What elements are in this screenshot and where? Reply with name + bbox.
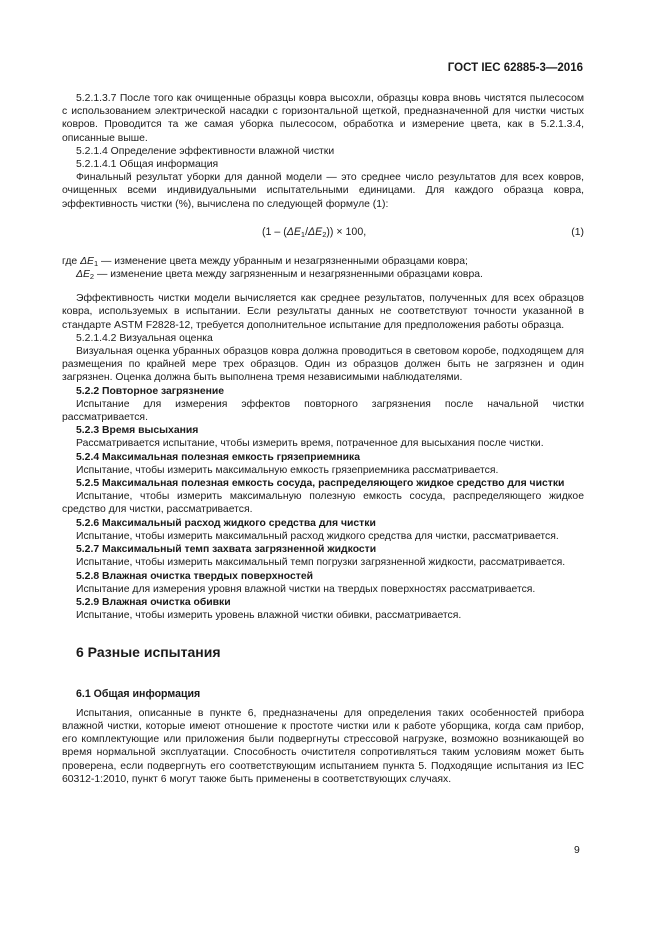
heading-5-2-8: 5.2.8 Влажная очистка твердых поверхностей — [76, 570, 313, 582]
paragraph-visual: Визуальная оценка убранных образцов ковра должна проводиться в световом коробе, подходящем для размещения по крайней мере трех образцов. Один из образцов должен быть не загрязнен и один загрязнен. Оценка должна быть выполнена тремя независимыми наблюдателями. — [62, 346, 584, 384]
paragraph-final-result: Финальный результат уборки для данной модели — это среднее число результатов для всех ковров, очищенных всеми индивидуальными испытательными единицами. Для каждого образца ковра, эффективность чистки (%), вычислена по следующей формуле (1): — [62, 172, 584, 210]
paragraph-5-2-2: Испытание для измерения эффектов повторного загрязнения после начальной чистки рассматривается. — [62, 398, 584, 424]
heading-5-2-7: 5.2.7 Максимальный темп захвата загрязненной жидкости — [76, 544, 377, 556]
heading-5-2-1-4-2: 5.2.1.4.2 Визуальная оценка — [76, 332, 213, 344]
document-header: ГОСТ IEC 62885-3—2016 — [447, 62, 583, 74]
paragraph-5-2-8: Испытание для измерения уровня влажной чистки на твердых поверхностях рассматривается. — [76, 583, 536, 595]
document-body — [62, 92, 584, 786]
paragraph-5-2-3: Рассматривается испытание, чтобы измерить время, потраченное для высыхания после чистки. — [76, 438, 544, 450]
heading-5-2-2: 5.2.2 Повторное загрязнение — [76, 385, 225, 397]
where-line-1: где $\Delta E_1$ — изменение цвета между убранным и незагрязненными образцами ковра; — [62, 255, 468, 268]
heading-5-2-9: 5.2.9 Влажная очистка обивки — [76, 596, 231, 608]
formula-expression: $(1 - (\Delta E_1/\Delta E_2)) \times 100$, — [262, 225, 367, 239]
paragraph-5-2-5: Испытание, чтобы измерить максимальную полезную емкость сосуда, распределяющего жидкое средство для чистки, рассматривается. — [62, 491, 584, 516]
page-number: 9 — [574, 845, 580, 856]
heading-5-2-5: 5.2.5 Максимальная полезная емкость сосуда, распределяющего жидкое средство для чистки — [76, 478, 565, 490]
heading-5-2-6: 5.2.6 Максимальный расход жидкого средства для чистки — [76, 517, 376, 529]
where-line-2: $\Delta E_2$ — изменение цвета между загрязненным и незагрязненными образцами ковра. — [76, 269, 483, 282]
paragraph-5-2-6: Испытание, чтобы измерить максимальный расход жидкого средства для чистки, рассматривается. — [76, 530, 559, 542]
formula-number: (1) — [571, 226, 584, 238]
heading-5-2-1-4: 5.2.1.4 Определение эффективности влажной чистки — [76, 145, 335, 157]
section-6-title: 6 Разные испытания — [76, 644, 221, 661]
formula-1 — [62, 226, 584, 240]
paragraph-5-2-1-3-7: 5.2.1.3.7 После того как очищенные образцы ковра высохли, образцы ковра вновь чистятся пылесосом с использованием электрической насадки с горизонтальной щеткой, предназначенной для чистки чистых ковров. Проводится та же самая уборка пылесосом, обработка и измерение цвета, как в 5.2.1.3.4, описанные выше. — [62, 93, 584, 144]
heading-5-2-1-4-1: 5.2.1.4.1 Общая информация — [76, 159, 219, 171]
paragraph-5-2-7: Испытание, чтобы измерить максимальный темп погрузки загрязненной жидкости, рассматривается. — [76, 557, 566, 569]
heading-5-2-4: 5.2.4 Максимальная полезная емкость грязеприемника — [76, 451, 361, 463]
heading-5-2-3: 5.2.3 Время высыхания — [76, 425, 199, 437]
paragraph-5-2-9: Испытание, чтобы измерить уровень влажной чистки обивки, рассматривается. — [76, 610, 462, 622]
paragraph-6-1: Испытания, описанные в пункте 6, предназначены для определения таких особенностей прибора влажной чистки, которые имеют отношение к простоте чистки или к работе уборщика, когда сам прибор, его комплектующие или приложения были подвергнуты стрессовой нагрузке, возможно возникающей во время нормальной эксплуатации. Способность очистителя сопротивляться таким условиям может быть проверена, если подвергнуть его соответствующим испытанием пункта 5. Подходящие испытания из IEC 60312-1:2010, пункт 6 могут также быть применены в соответствующих случаях. — [62, 707, 584, 785]
paragraph-5-2-4: Испытание, чтобы измерить максимальную емкость грязеприемника рассматривается. — [76, 464, 499, 476]
section-6-1-title: 6.1 Общая информация — [76, 687, 201, 700]
paragraph-efficiency: Эффективность чистки модели вычисляется как среднее результатов, полученных для всех образцов ковра, используемых в испытании. Если результаты данных не соответствуют точности указанной в стандарте ASTM F2828-12, требуется дополнительное испытание для предположения работы образца. — [62, 293, 584, 331]
